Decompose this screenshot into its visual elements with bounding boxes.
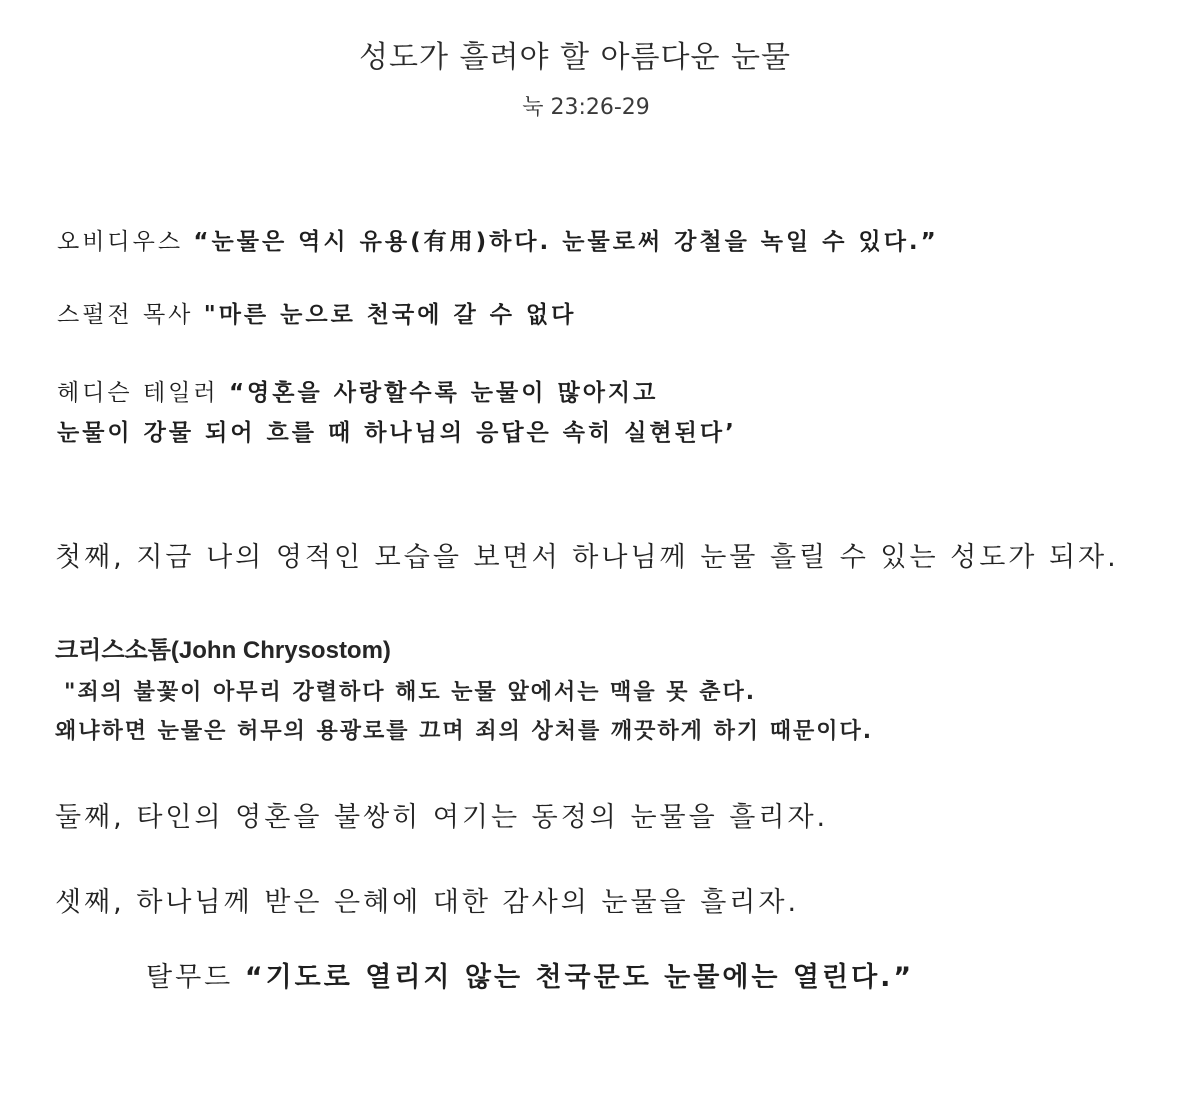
quote-text: "마른 눈으로 천국에 갈 수 없다: [203, 302, 577, 328]
point-first: 첫째, 지금 나의 영적인 모습을 보면서 하나님께 눈물 흘릴 수 있는 성도가 되자.: [55, 542, 1119, 573]
chrysostom-name: 크리스소톰(John Chrysostom): [55, 637, 391, 664]
ovid-quote: [57, 223, 939, 256]
chrysostom-quote-line1: "죄의 불꽃이 아무리 강렬하다 해도 눈물 앞에서는 맥을 못 춘다.: [64, 680, 757, 705]
scripture-reference: 눅 23:26-29: [522, 95, 650, 120]
quote-text: “눈물은 역시 유용(有用)하다. 눈물로써 강철을 녹일 수 있다.”: [193, 229, 939, 255]
point-third: 셋째, 하나님께 받은 은혜에 대한 감사의 눈물을 흘리자.: [55, 887, 800, 918]
quote-speaker: 오비디우스: [57, 229, 184, 255]
page-title: 성도가 흘려야 할 아름다운 눈물: [359, 40, 791, 75]
quote-text: 눈물이 강물 되어 흐를 때 하나님의 응답은 속히 실현된다’: [57, 420, 737, 446]
quote-speaker: 헤디슨 테일러: [57, 380, 219, 406]
point-second: 둘째, 타인의 영혼을 불쌍히 여기는 동정의 눈물을 흘리자.: [55, 802, 829, 833]
spurgeon-quote: [57, 296, 576, 329]
quote-text: “기도로 열리지 않는 천국문도 눈물에는 열린다.”: [244, 962, 915, 993]
taylor-quote-continuation: [57, 414, 737, 447]
taylor-quote: [57, 374, 658, 407]
quote-speaker: 스펄전 목사: [57, 302, 194, 328]
chrysostom-quote-line2: 왜냐하면 눈물은 허무의 용광로를 끄며 죄의 상처를 깨끗하게 하기 때문이다.: [55, 719, 874, 744]
quote-text: “영혼을 사랑할수록 눈물이 많아지고: [228, 380, 659, 406]
quote-speaker: 탈무드: [146, 962, 234, 993]
talmud-quote: [146, 955, 914, 994]
